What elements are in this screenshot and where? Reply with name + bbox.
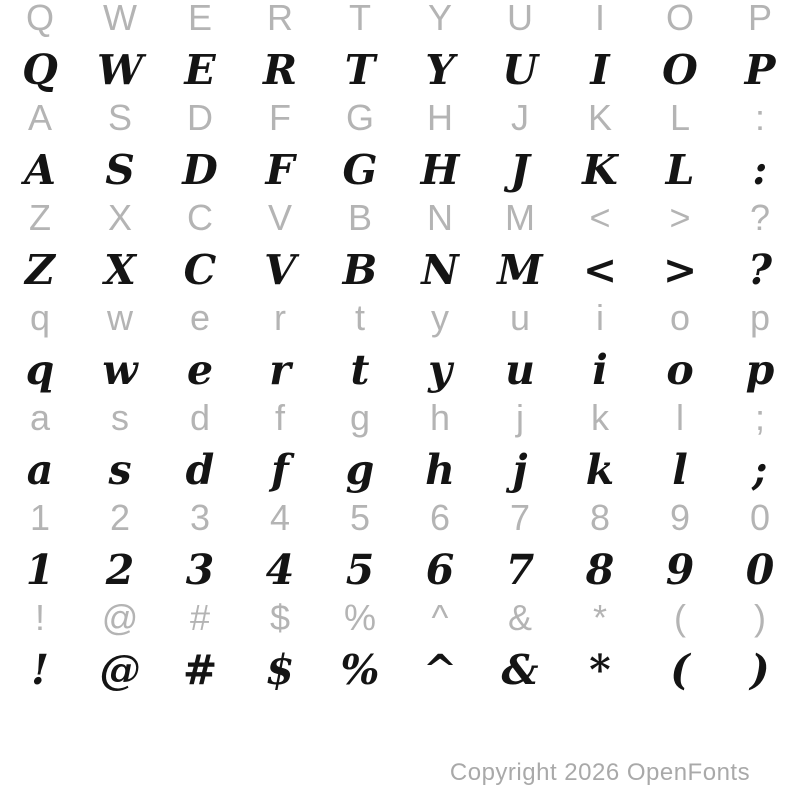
specimen-row-uppercase-qwerty	[0, 46, 800, 94]
glyph-cell: s	[111, 397, 129, 438]
glyph-cell: D	[182, 146, 218, 194]
glyph-cell: 7	[505, 546, 535, 594]
copyright-text: Copyright 2026 OpenFonts	[449, 759, 751, 786]
glyph-cell: K	[587, 97, 612, 138]
glyph-cell: J	[510, 146, 530, 194]
glyph-cell: Q	[22, 46, 58, 94]
glyph-cell: T	[344, 46, 376, 94]
glyph-cell: J	[511, 97, 529, 138]
glyph-cell: K	[582, 146, 618, 194]
glyph-cell: !	[31, 646, 49, 694]
glyph-cell: G	[342, 146, 378, 194]
glyph-cell: ;	[754, 397, 765, 438]
reference-row-uppercase-zxcv	[0, 197, 800, 238]
glyph-cell: (	[674, 597, 686, 638]
glyph-cell: &	[501, 646, 539, 694]
glyph-cell: Y	[427, 0, 452, 38]
glyph-cell: u	[509, 297, 531, 338]
glyph-cell: E	[187, 0, 212, 38]
glyph-cell: N	[427, 197, 453, 238]
glyph-cell: 5	[349, 497, 371, 538]
glyph-cell: F	[269, 97, 291, 138]
glyph-cell: E	[184, 46, 216, 94]
glyph-cell: D	[187, 97, 213, 138]
glyph-cell: U	[502, 46, 538, 94]
glyph-cell: 9	[669, 497, 691, 538]
reference-row-lowercase-qwerty	[0, 297, 800, 338]
glyph-cell: s	[108, 446, 132, 494]
specimen-row-lowercase-asdf	[0, 446, 800, 494]
glyph-cell: a	[26, 446, 54, 494]
specimen-row-symbols	[0, 646, 800, 694]
glyph-cell: ^	[422, 646, 458, 694]
glyph-cell: B	[342, 246, 378, 294]
glyph-cell: S	[107, 97, 132, 138]
glyph-cell: &	[507, 597, 532, 638]
glyph-cell: ?	[747, 246, 773, 294]
glyph-cell: p	[749, 297, 771, 338]
glyph-cell: @	[101, 597, 139, 638]
glyph-cell: Z	[29, 197, 51, 238]
glyph-cell: X	[107, 197, 132, 238]
glyph-cell: *	[592, 597, 607, 638]
glyph-cell: 3	[189, 497, 211, 538]
glyph-cell: 9	[665, 546, 695, 594]
glyph-cell: P	[744, 46, 776, 94]
glyph-cell: j	[512, 446, 528, 494]
glyph-cell: )	[750, 646, 770, 694]
glyph-cell: S	[105, 146, 135, 194]
glyph-cell: f	[271, 446, 289, 494]
glyph-cell: ;	[752, 446, 768, 494]
glyph-cell: 8	[585, 546, 615, 594]
glyph-cell: f	[274, 397, 285, 438]
glyph-cell: ^	[431, 597, 449, 638]
glyph-cell: k	[591, 397, 609, 438]
reference-row-symbols	[0, 597, 800, 638]
glyph-cell: j	[516, 397, 524, 438]
glyph-cell: W	[96, 46, 144, 94]
glyph-cell: R	[267, 0, 293, 38]
glyph-cell: 7	[509, 497, 531, 538]
glyph-cell: L	[665, 146, 695, 194]
glyph-cell: T	[349, 0, 371, 38]
glyph-cell: A	[24, 146, 56, 194]
glyph-cell: N	[421, 246, 459, 294]
glyph-cell: A	[27, 97, 52, 138]
glyph-cell: t	[350, 346, 370, 394]
glyph-cell: W	[103, 0, 137, 38]
glyph-cell: #	[189, 597, 211, 638]
glyph-cell: )	[754, 597, 766, 638]
glyph-cell: G	[345, 97, 374, 138]
glyph-cell: :	[752, 146, 768, 194]
glyph-cell: #	[182, 646, 218, 694]
glyph-cell: i	[592, 346, 608, 394]
reference-row-uppercase-asdf	[0, 97, 800, 138]
reference-row-lowercase-asdf	[0, 397, 800, 438]
glyph-cell: O	[662, 46, 698, 94]
glyph-cell: g	[349, 397, 371, 438]
glyph-cell: <	[582, 246, 618, 294]
glyph-cell: V	[267, 197, 292, 238]
glyph-cell: Z	[25, 246, 55, 294]
glyph-cell: V	[264, 246, 296, 294]
glyph-cell: M	[497, 246, 543, 294]
specimen-row-lowercase-qwerty	[0, 346, 800, 394]
glyph-cell: 3	[185, 546, 215, 594]
glyph-cell: <	[589, 197, 611, 238]
glyph-cell: y	[431, 297, 449, 338]
glyph-cell: t	[354, 297, 365, 338]
glyph-cell: I	[590, 46, 610, 94]
glyph-cell: r	[269, 346, 291, 394]
glyph-cell: H	[420, 146, 460, 194]
glyph-cell: q	[25, 346, 55, 394]
glyph-cell: 4	[265, 546, 295, 594]
glyph-cell: w	[107, 297, 133, 338]
glyph-cell: $	[269, 597, 291, 638]
glyph-cell: I	[594, 0, 605, 38]
glyph-cell: ?	[749, 197, 771, 238]
glyph-cell: i	[596, 297, 604, 338]
glyph-cell: M	[505, 197, 535, 238]
glyph-cell: !	[34, 597, 45, 638]
reference-row-uppercase-qwerty	[0, 0, 800, 36]
specimen-row-uppercase-zxcv	[0, 246, 800, 294]
specimen-row-digits	[0, 546, 800, 594]
glyph-cell: u	[505, 346, 535, 394]
glyph-cell: o	[666, 346, 694, 394]
glyph-cell: h	[429, 397, 451, 438]
glyph-cell: X	[104, 246, 136, 294]
glyph-cell: P	[747, 0, 772, 38]
glyph-cell: 0	[745, 546, 775, 594]
glyph-cell: H	[427, 97, 453, 138]
glyph-cell: *	[589, 646, 611, 694]
glyph-cell: d	[189, 397, 211, 438]
glyph-cell: B	[347, 197, 372, 238]
glyph-cell: >	[669, 197, 691, 238]
glyph-cell: w	[102, 346, 138, 394]
glyph-cell: e	[186, 346, 214, 394]
glyph-cell: L	[669, 97, 691, 138]
glyph-cell: y	[428, 346, 452, 394]
glyph-cell: q	[29, 297, 51, 338]
reference-row-digits	[0, 497, 800, 538]
glyph-cell: 5	[345, 546, 375, 594]
specimen-row-uppercase-asdf	[0, 146, 800, 194]
glyph-cell: >	[662, 246, 698, 294]
glyph-cell: 2	[105, 546, 135, 594]
glyph-cell: U	[507, 0, 533, 38]
glyph-cell: O	[665, 0, 694, 38]
glyph-cell: l	[676, 397, 684, 438]
glyph-cell: Y	[425, 46, 455, 94]
glyph-cell: 0	[749, 497, 771, 538]
glyph-cell: 6	[429, 497, 451, 538]
glyph-cell: @	[99, 646, 141, 694]
glyph-cell: %	[343, 597, 376, 638]
glyph-cell: o	[669, 297, 691, 338]
glyph-cell: a	[29, 397, 51, 438]
glyph-cell: :	[754, 97, 765, 138]
glyph-cell: 1	[29, 497, 51, 538]
glyph-cell: 6	[425, 546, 455, 594]
glyph-cell: F	[265, 146, 295, 194]
glyph-cell: 2	[109, 497, 131, 538]
glyph-cell: h	[425, 446, 455, 494]
glyph-cell: e	[189, 297, 211, 338]
glyph-cell: (	[670, 646, 690, 694]
glyph-cell: 4	[269, 497, 291, 538]
glyph-cell: r	[274, 297, 286, 338]
glyph-cell: C	[183, 246, 217, 294]
glyph-cell: $	[265, 646, 295, 694]
glyph-cell: g	[345, 446, 375, 494]
glyph-cell: %	[340, 646, 380, 694]
glyph-cell: C	[187, 197, 213, 238]
glyph-cell: k	[585, 446, 615, 494]
glyph-cell: 8	[589, 497, 611, 538]
glyph-cell: 1	[25, 546, 55, 594]
glyph-cell: Q	[25, 0, 54, 38]
glyph-cell: l	[672, 446, 688, 494]
glyph-cell: R	[262, 46, 298, 94]
glyph-cell: p	[745, 346, 775, 394]
glyph-cell: d	[185, 446, 215, 494]
